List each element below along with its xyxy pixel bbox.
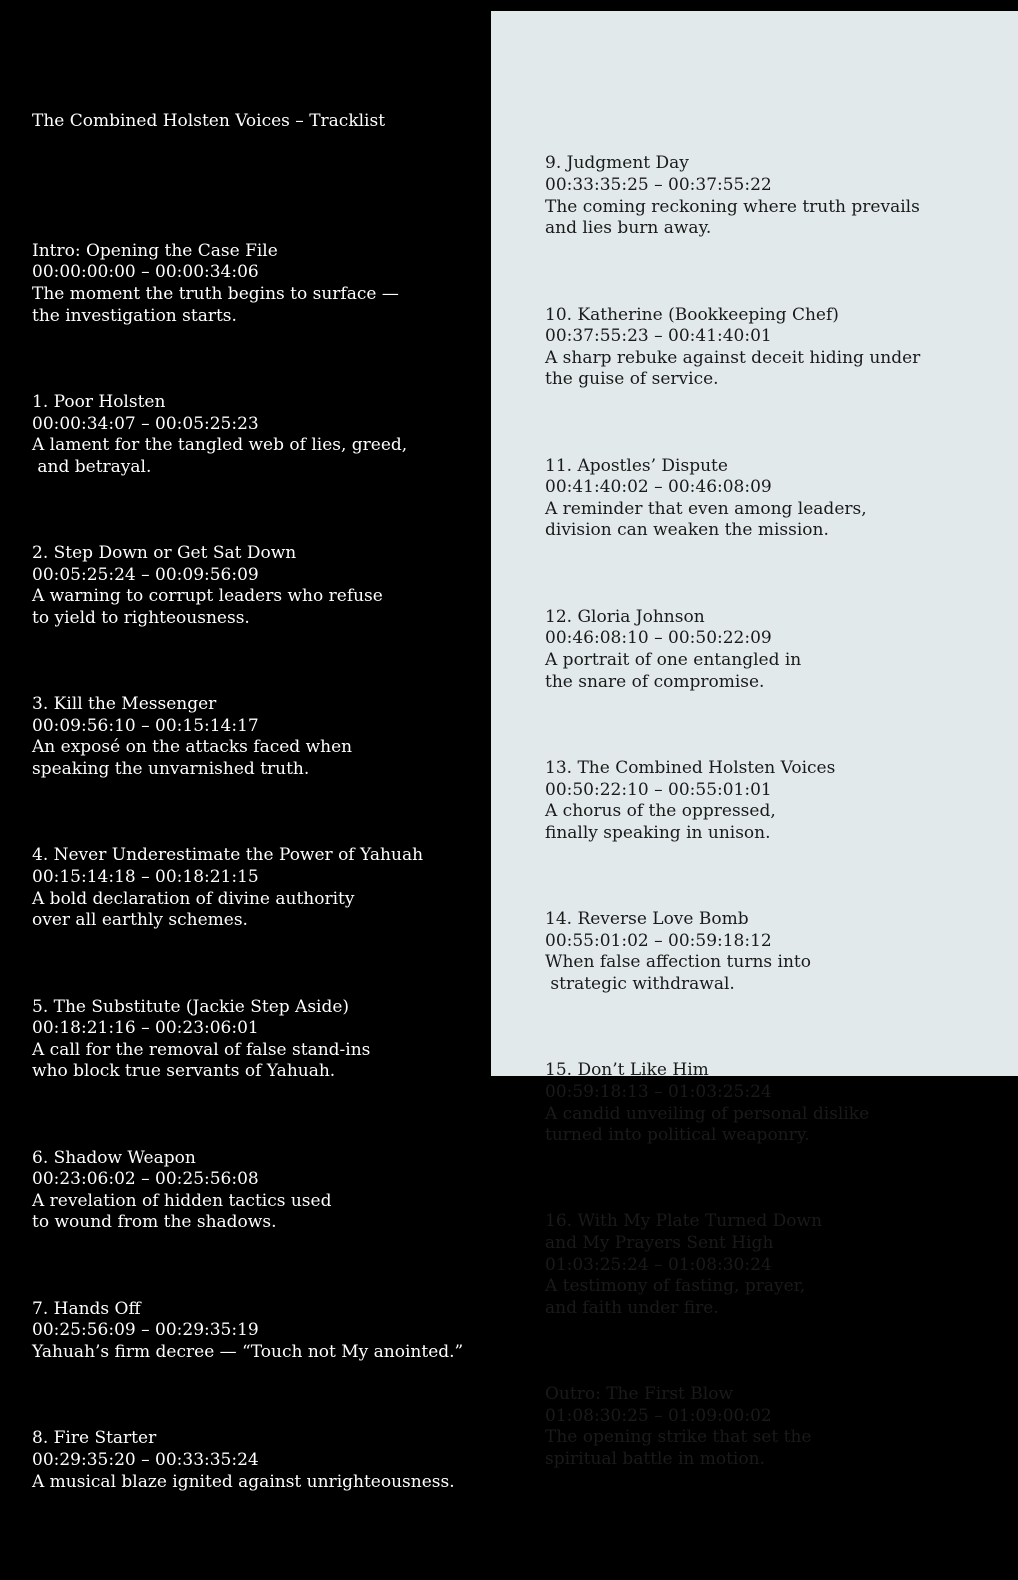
track-name: 4. Never Underestimate the Power of Yahuah [32, 845, 424, 866]
track-description: A chorus of the oppressed, finally speaking in unison. [545, 801, 776, 843]
track-name: 14. Reverse Love Bomb [545, 909, 749, 930]
track-item [32, 1299, 463, 1364]
track-time: 00:15:14:18 – 00:18:21:15 [32, 866, 259, 887]
track-time: 00:00:00:00 – 00:00:34:06 [32, 262, 259, 283]
track-description: The moment the truth begins to surface — the investigation starts. [32, 283, 399, 326]
track-item [545, 1211, 920, 1319]
track-time: 00:25:56:09 – 00:29:35:19 [32, 1320, 259, 1341]
track-time: 00:09:56:10 – 00:15:14:17 [32, 715, 259, 736]
track-time: 00:41:40:02 – 00:46:08:09 [545, 477, 772, 498]
track-description: A revelation of hidden tactics used to wound from the shadows. [32, 1190, 332, 1233]
track-name: 6. Shadow Weapon [32, 1147, 196, 1168]
track-item [545, 305, 920, 391]
track-name: Outro: The First Blow [545, 1384, 733, 1405]
right-track-list [545, 110, 920, 1514]
right-panel [491, 11, 1018, 1469]
track-name: 10. Katherine (Bookkeeping Chef) [545, 304, 839, 325]
track-item [545, 758, 920, 844]
track-item [545, 1060, 920, 1146]
track-description: A candid unveiling of personal dislike turned into political weaponry. [545, 1103, 870, 1146]
track-description: A musical blaze ignited against unrighteousness. [32, 1471, 455, 1492]
track-name: 5. The Substitute (Jackie Step Aside) [32, 996, 350, 1017]
track-time: 00:50:22:10 – 00:55:01:01 [545, 779, 772, 800]
track-name: 9. Judgment Day [545, 153, 689, 174]
track-item [32, 997, 463, 1083]
track-item [32, 694, 463, 780]
track-name: 2. Step Down or Get Sat Down [32, 543, 297, 564]
track-item [32, 1148, 463, 1234]
track-item [32, 543, 463, 629]
track-time: 00:55:01:02 – 00:59:18:12 [545, 930, 772, 951]
track-time: 01:03:25:24 – 01:08:30:24 [545, 1254, 772, 1275]
track-item [32, 1428, 463, 1493]
track-item [545, 607, 920, 693]
left-column [32, 68, 463, 1580]
tracklist-title: The Combined Holsten Voices – Tracklist [32, 111, 386, 132]
right-column [545, 67, 920, 1557]
track-time: 01:08:30:25 – 01:09:00:02 [545, 1405, 772, 1426]
track-description: A sharp rebuke against deceit hiding under the guise of service. [545, 347, 921, 390]
track-name: 13. The Combined Holsten Voices [545, 758, 836, 778]
track-item [32, 392, 463, 478]
track-time: 00:29:35:20 – 00:33:35:24 [32, 1450, 259, 1470]
track-time: 00:05:25:24 – 00:09:56:09 [32, 564, 259, 585]
track-description: An exposé on the attacks faced when speaking the unvarnished truth. [32, 737, 353, 779]
track-name: Intro: Opening the Case File [32, 240, 278, 261]
left-track-list [32, 198, 463, 1537]
track-name: 1. Poor Holsten [32, 391, 166, 412]
track-name: 11. Apostles’ Dispute [545, 455, 728, 476]
track-time: 00:46:08:10 – 00:50:22:09 [545, 628, 772, 649]
track-description: A lament for the tangled web of lies, greed, and betrayal. [32, 435, 408, 477]
track-name: 7. Hands Off [32, 1298, 141, 1319]
track-description: A reminder that even among leaders, division can weaken the mission. [545, 498, 867, 541]
track-description: When false affection turns into strategic withdrawal. [545, 952, 811, 994]
track-description: A testimony of fasting, prayer, and faith under fire. [545, 1276, 806, 1318]
track-item [545, 909, 920, 995]
track-description: A warning to corrupt leaders who refuse to yield to righteousness. [32, 586, 383, 628]
track-description: A portrait of one entangled in the snare of compromise. [545, 650, 802, 692]
track-item [545, 456, 920, 542]
track-description: The coming reckoning where truth prevails and lies burn away. [545, 196, 920, 239]
track-time: 00:59:18:13 – 01:03:25:24 [545, 1081, 772, 1102]
track-item [32, 845, 463, 931]
track-description: A bold declaration of divine authority over all earthly schemes. [32, 888, 355, 931]
track-item [32, 241, 463, 327]
track-name: 16. With My Plate Turned Down and My Prayers Sent High [545, 1211, 823, 1254]
track-time: 00:18:21:16 – 00:23:06:01 [32, 1018, 259, 1039]
track-name: 15. Don’t Like Him [545, 1060, 709, 1081]
track-name: 8. Fire Starter [32, 1428, 157, 1449]
track-name: 3. Kill the Messenger [32, 694, 217, 715]
track-item [545, 153, 920, 239]
left-panel [0, 0, 491, 1492]
track-item [545, 1384, 920, 1470]
track-time: 00:23:06:02 – 00:25:56:08 [32, 1169, 259, 1190]
track-time: 00:00:34:07 – 00:05:25:23 [32, 413, 259, 434]
track-description: Yahuah’s firm decree — “Touch not My anointed.” [32, 1342, 464, 1363]
track-time: 00:37:55:23 – 00:41:40:01 [545, 326, 772, 347]
track-time: 00:33:35:25 – 00:37:55:22 [545, 174, 772, 195]
track-description: The opening strike that set the spiritual battle in motion. [545, 1427, 812, 1469]
track-description: A call for the removal of false stand-ins who block true servants of Yahuah. [32, 1039, 371, 1082]
track-name: 12. Gloria Johnson [545, 606, 705, 627]
